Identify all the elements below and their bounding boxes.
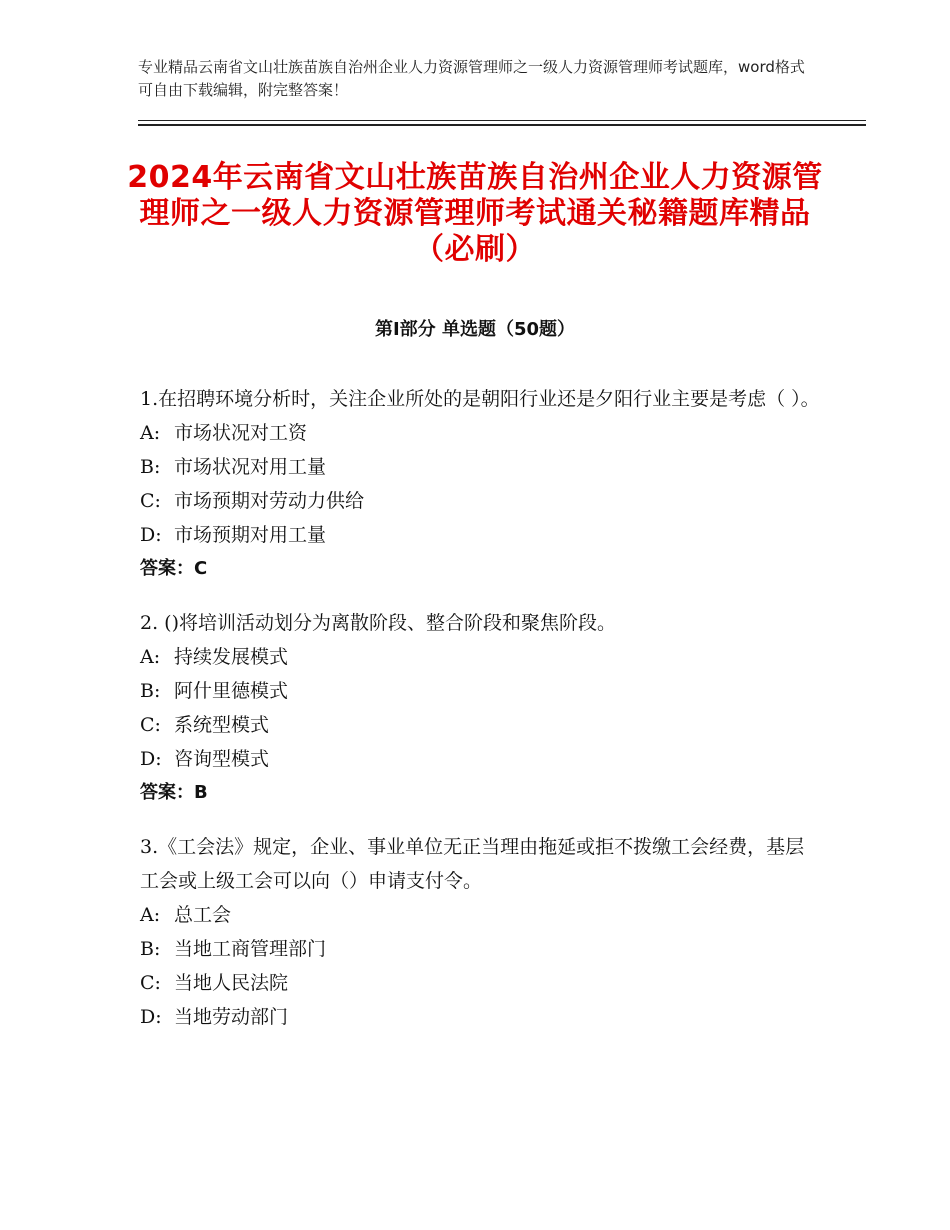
option-key: A: <box>140 646 161 668</box>
question-2 <box>140 606 820 810</box>
option-b <box>140 932 820 966</box>
question-list <box>140 382 820 1054</box>
option-d <box>140 518 820 552</box>
header-divider <box>138 120 866 121</box>
option-a <box>140 416 820 450</box>
option-key: A: <box>140 422 161 444</box>
option-d <box>140 742 820 776</box>
document-title: 2024年云南省文山壮族苗族自治州企业人力资源管理师之一级人力资源管理师考试通关秘籍题库精品（必刷） <box>127 160 823 267</box>
option-c <box>140 708 820 742</box>
option-a <box>140 640 820 674</box>
option-d <box>140 1000 820 1034</box>
option-key: B: <box>140 456 161 478</box>
option-text: 阿什里德模式 <box>174 680 289 702</box>
option-text: 市场状况对工资 <box>174 422 308 444</box>
option-text: 市场预期对用工量 <box>174 524 327 546</box>
option-text: 当地工商管理部门 <box>174 938 327 960</box>
option-key: C: <box>140 714 161 736</box>
option-key: D: <box>140 524 162 546</box>
option-text: 当地劳动部门 <box>174 1006 289 1028</box>
option-text: 咨询型模式 <box>174 748 270 770</box>
option-text: 市场状况对用工量 <box>174 456 327 478</box>
option-key: C: <box>140 490 161 512</box>
option-key: D: <box>140 748 162 770</box>
option-text: 市场预期对劳动力供给 <box>174 490 365 512</box>
question-stem: 1.在招聘环境分析时，关注企业所处的是朝阳行业还是夕阳行业主要是考虑（ ）。 <box>140 388 820 410</box>
option-a <box>140 898 820 932</box>
option-text: 当地人民法院 <box>174 972 289 994</box>
option-key: C: <box>140 972 161 994</box>
option-text: 总工会 <box>174 904 232 926</box>
question-1 <box>140 382 820 586</box>
option-b <box>140 674 820 708</box>
option-key: B: <box>140 680 161 702</box>
option-text: 持续发展模式 <box>174 646 289 668</box>
answer: 答案：C <box>140 558 208 579</box>
header-note: 专业精品云南省文山壮族苗族自治州企业人力资源管理师之一级人力资源管理师考试题库，word格式可自由下载编辑，附完整答案！ <box>138 58 805 99</box>
option-c <box>140 966 820 1000</box>
section-title: 第Ⅰ部分 单选题（50题） <box>374 319 575 340</box>
question-stem: 3.《工会法》规定，企业、事业单位无正当理由拖延或拒不拨缴工会经费，基层工会或上级工会可以向（）申请支付令。 <box>140 836 805 892</box>
question-3 <box>140 830 820 1034</box>
option-b <box>140 450 820 484</box>
question-stem: 2. ()将培训活动划分为离散阶段、整合阶段和聚焦阶段。 <box>140 612 616 634</box>
option-c <box>140 484 820 518</box>
header-divider-thick <box>138 124 866 126</box>
option-key: D: <box>140 1006 162 1028</box>
answer: 答案：B <box>140 782 208 803</box>
option-key: A: <box>140 904 161 926</box>
option-key: B: <box>140 938 161 960</box>
option-text: 系统型模式 <box>174 714 270 736</box>
